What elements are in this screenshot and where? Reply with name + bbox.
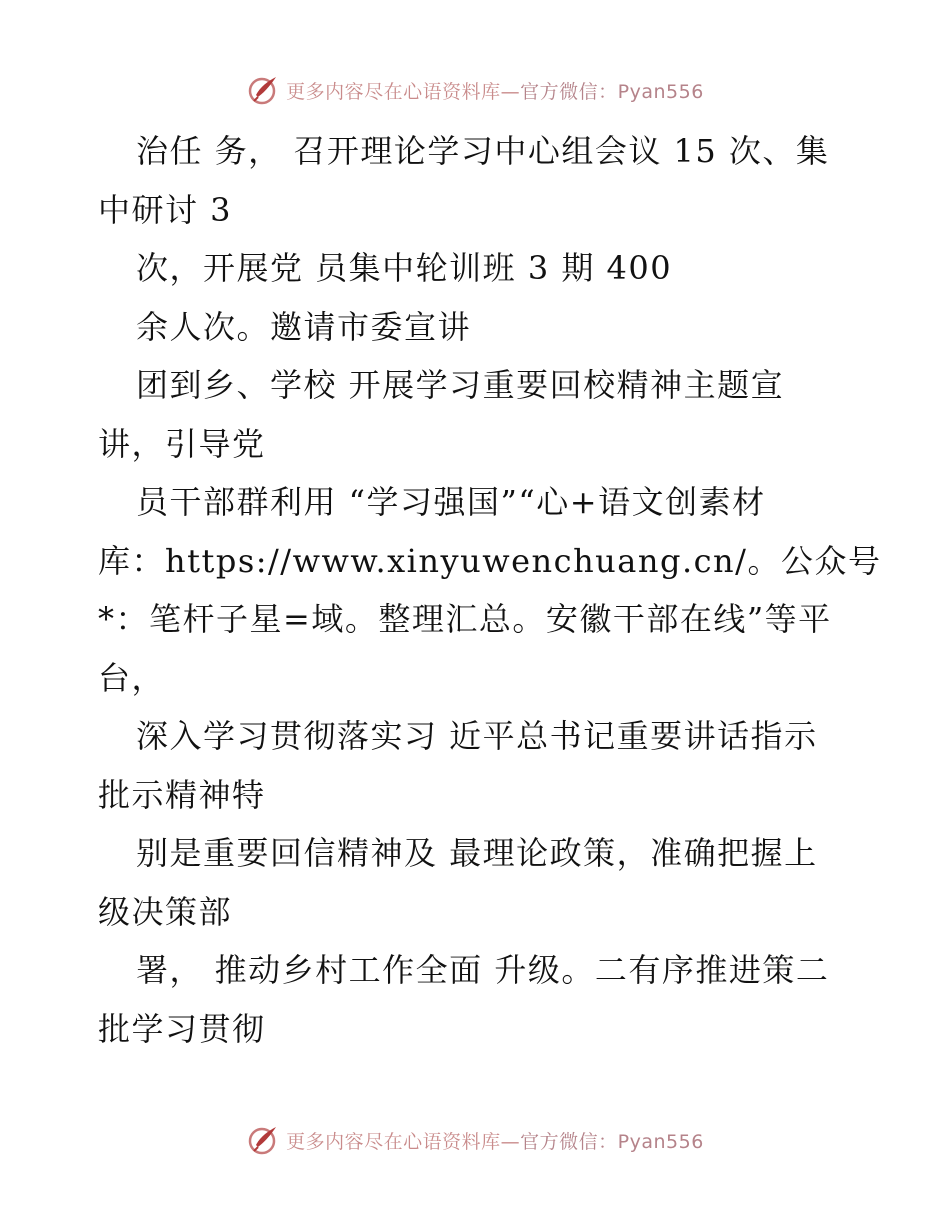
quill-logo-icon — [246, 1123, 280, 1157]
footer-banner-wechat: 官方微信：Pyan556 — [520, 1130, 704, 1153]
header-banner-wechat: 官方微信：Pyan556 — [520, 80, 704, 103]
text-line: 署， 推动乡村工作全面 升级。二有序推进策二 — [136, 951, 830, 989]
text-line: 余人次。邀请市委宣讲 — [136, 307, 472, 346]
text-line: 团到乡、学校 开展学习重要回校精神主题宣 — [136, 366, 785, 404]
text-line: 讲，引导党 — [98, 424, 266, 463]
text-line: 中研讨 3 — [98, 190, 233, 229]
text-line: 台， — [98, 658, 166, 697]
quill-logo-icon — [246, 73, 280, 107]
text-line: 批示精神特 — [98, 775, 266, 814]
text-line: 员干部群利用 “学习强国”“心+语文创素材 — [136, 483, 766, 521]
text-line: 次，开展党 员集中轮训班 3 期 400 — [136, 249, 673, 287]
header-banner-text — [286, 77, 704, 104]
text-line: 级决策部 — [98, 892, 233, 931]
text-line: 别是重要回信精神及 最理论政策，准确把握上 — [136, 834, 818, 872]
text-line: 库：https://www.xinyuwenchuang.cn/。公众号 — [98, 541, 882, 580]
page-header-banner — [0, 70, 950, 110]
page-footer-banner — [0, 1120, 950, 1160]
text-line: 深入学习贯彻落实习 近平总书记重要讲话指示 — [136, 717, 818, 755]
footer-banner-text — [286, 1127, 704, 1154]
header-banner-site: 更多内容尽在心语资料库— — [286, 80, 521, 103]
text-line: 批学习贯彻 — [98, 1009, 266, 1048]
text-line: *：笔杆子星=域。整理汇总。安徽干部在线”等平 — [98, 600, 832, 638]
text-line: 治任 务， 召开理论学习中心组会议 15 次、集 — [136, 132, 830, 170]
footer-banner-site: 更多内容尽在心语资料库— — [286, 1130, 521, 1153]
document-body — [98, 122, 882, 1058]
